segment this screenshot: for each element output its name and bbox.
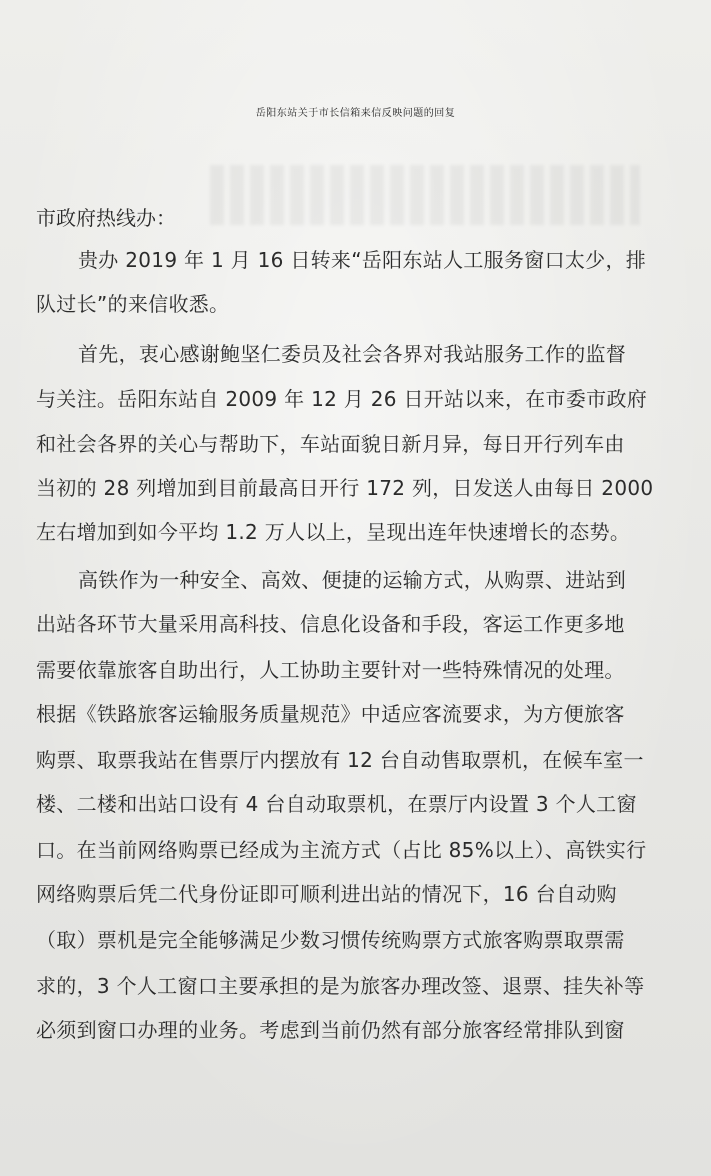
body-line: 购票、取票我站在售票厅内摆放有 12 台自动售取票机，在候车室一 xyxy=(36,748,644,772)
body-line: 口。在当前网络购票已经成为主流方式（占比 85%以上）、高铁实行 xyxy=(36,838,647,862)
body-line: 当初的 28 列增加到目前最高日开行 172 列，日发送人由每日 2000 xyxy=(36,476,654,500)
body-line: 求的，3 个人工窗口主要承担的是为旅客办理改签、退票、挂失补等 xyxy=(36,974,645,998)
body-line: 与关注。岳阳东站自 2009 年 12 月 26 日开站以来，在市委市政府 xyxy=(36,387,648,411)
salutation: 市政府热线办： xyxy=(36,206,176,230)
body-line: 队过长”的来信收悉。 xyxy=(36,292,230,316)
body-line: 出站各环节大量采用高科技、信息化设备和手段，客运工作更多地 xyxy=(36,612,625,636)
bleed-through-shadow xyxy=(210,165,640,225)
body-line: 楼、二楼和出站口设有 4 台自动取票机，在票厅内设置 3 个人工窗 xyxy=(36,792,637,816)
body-line: 贵办 2019 年 1 月 16 日转来“岳阳东站人工服务窗口太少，排 xyxy=(78,248,647,272)
document-title: 岳阳东站关于市长信箱来信反映问题的回复 xyxy=(255,108,456,119)
body-line: 首先，衷心感谢鲍坚仁委员及社会各界对我站服务工作的监督 xyxy=(78,342,627,366)
body-line: 必须到窗口办理的业务。考虑到当前仍然有部分旅客经常排队到窗 xyxy=(36,1018,625,1042)
body-line: 高铁作为一种安全、高效、便捷的运输方式，从购票、进站到 xyxy=(78,568,627,592)
body-line: 网络购票后凭二代身份证即可顺利进出站的情况下，16 台自动购 xyxy=(36,882,617,906)
body-line: 左右增加到如今平均 1.2 万人以上，呈现出连年快速增长的态势。 xyxy=(36,520,631,544)
body-line: 根据《铁路旅客运输服务质量规范》中适应客流要求，为方便旅客 xyxy=(36,702,625,726)
body-line: （取）票机是完全能够满足少数习惯传统购票方式旅客购票取票需 xyxy=(36,928,625,952)
body-line: 和社会各界的关心与帮助下，车站面貌日新月异，每日开行列车由 xyxy=(36,432,625,456)
body-line: 需要依靠旅客自助出行，人工协助主要针对一些特殊情况的处理。 xyxy=(36,658,625,682)
